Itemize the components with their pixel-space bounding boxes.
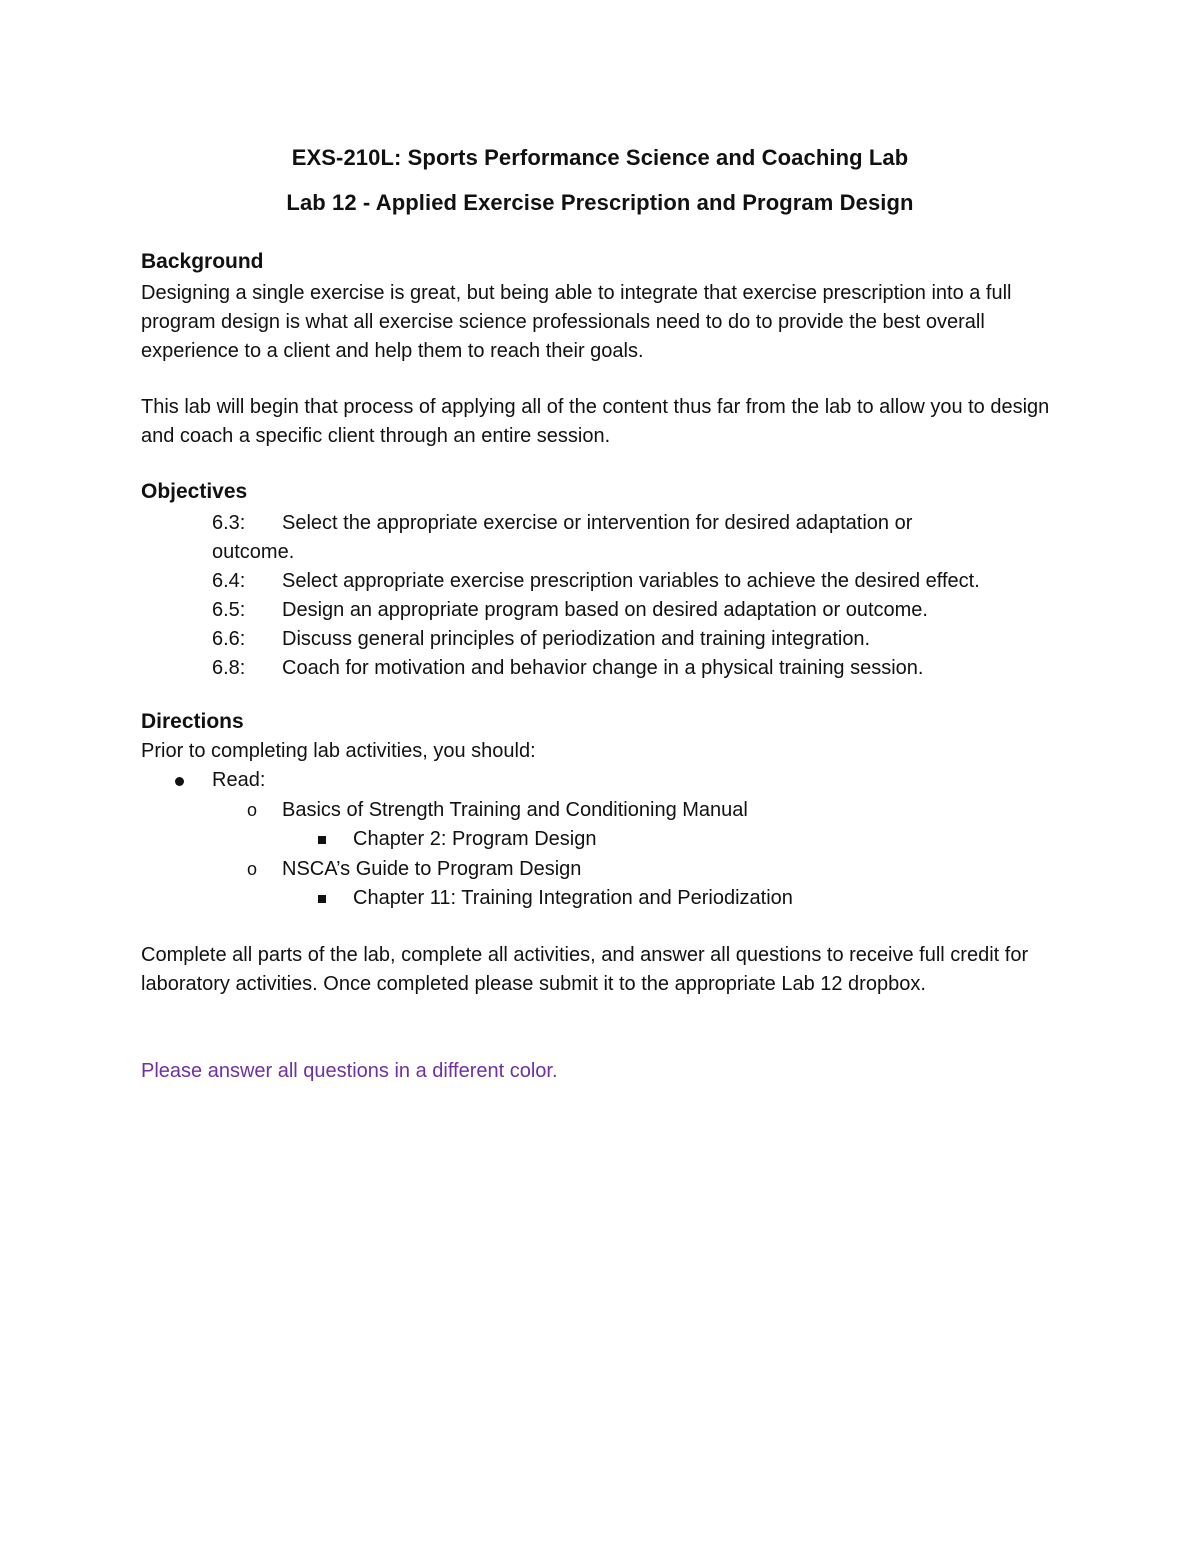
completion-paragraph bbox=[141, 941, 1061, 999]
objective-text-cont: outcome. bbox=[212, 541, 295, 563]
objective-text: Discuss general principles of periodization and training integration. bbox=[282, 628, 871, 650]
objective-item bbox=[212, 596, 1052, 625]
read-label: Read: bbox=[212, 769, 266, 791]
background-text-2: This lab will begin that process of applying all of the content thus far from the lab to allow you to design and coach a specific client through an entire session. bbox=[141, 396, 1050, 447]
objective-text: Coach for motivation and behavior change in a physical training session. bbox=[282, 657, 924, 679]
course-title: EXS-210L: Sports Performance Science and Coaching Lab bbox=[291, 145, 909, 170]
objective-text: Select the appropriate exercise or intervention for desired adaptation or bbox=[282, 512, 913, 534]
completion-text: Complete all parts of the lab, complete all activities, and answer all questions to receive full credit for laboratory activities. Once completed please submit it to the appropriate Lab 12 dropbox. bbox=[141, 944, 1029, 995]
reading-list bbox=[141, 766, 793, 914]
reading-source bbox=[141, 796, 793, 826]
reading-chapter bbox=[141, 825, 793, 855]
directions-intro bbox=[141, 737, 1061, 766]
objective-item bbox=[212, 654, 1052, 683]
objective-number: 6.6: bbox=[212, 628, 246, 650]
source-title: NSCA’s Guide to Program Design bbox=[282, 857, 582, 880]
bullet-dot-icon bbox=[175, 777, 184, 786]
color-note-text: Please answer all questions in a different color. bbox=[141, 1060, 558, 1082]
objective-item bbox=[212, 509, 1052, 567]
bullet-circle-icon: o bbox=[247, 799, 258, 820]
background-paragraph-2 bbox=[141, 393, 1061, 451]
objective-text: Select appropriate exercise prescription variables to achieve the desired effect. bbox=[282, 570, 980, 592]
objectives-heading: Objectives bbox=[141, 480, 248, 503]
reading-chapter bbox=[141, 884, 793, 914]
objective-number: 6.8: bbox=[212, 657, 246, 679]
source-title: Basics of Strength Training and Conditioning Manual bbox=[282, 798, 748, 821]
objective-number: 6.4: bbox=[212, 570, 246, 592]
bullet-circle-icon: o bbox=[247, 858, 258, 879]
lab-title: Lab 12 - Applied Exercise Prescription and Program Design bbox=[286, 190, 914, 215]
bullet-square-icon bbox=[318, 836, 326, 844]
objective-number: 6.5: bbox=[212, 599, 246, 621]
directions-heading: Directions bbox=[141, 710, 244, 733]
reading-item bbox=[141, 766, 793, 796]
objectives-list bbox=[212, 509, 1052, 683]
background-text-1: Designing a single exercise is great, but being able to integrate that exercise prescription into a full program design is what all exercise science professionals need to do to provide the best overall experience to a client and help them to reach their goals. bbox=[141, 282, 1012, 362]
directions-intro-text: Prior to completing lab activities, you should: bbox=[141, 740, 536, 762]
background-heading: Background bbox=[141, 250, 264, 273]
chapter-title: Chapter 2: Program Design bbox=[353, 828, 597, 850]
objective-item bbox=[212, 567, 1052, 596]
chapter-title: Chapter 11: Training Integration and Periodization bbox=[353, 887, 793, 909]
objective-number: 6.3: bbox=[212, 512, 246, 534]
background-paragraph-1 bbox=[141, 279, 1061, 366]
reading-source bbox=[141, 855, 793, 885]
objective-text: Design an appropriate program based on desired adaptation or outcome. bbox=[282, 599, 928, 621]
color-note bbox=[141, 1057, 1061, 1086]
objective-item bbox=[212, 625, 1052, 654]
bullet-square-icon bbox=[318, 895, 326, 903]
